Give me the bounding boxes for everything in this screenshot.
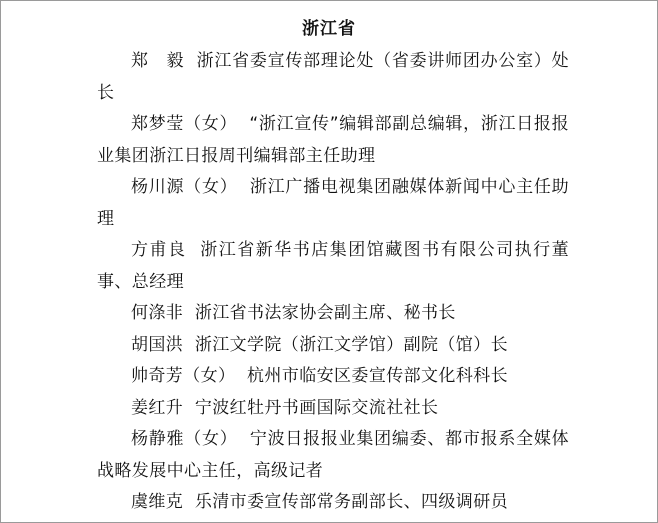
person-title: “浙江宣传”编辑部副总编辑，浙江日报报业集团浙江日报周刊编辑部主任助理 [97, 114, 570, 166]
person-title: 浙江文学院（浙江文学馆）副院（馆）长 [194, 334, 509, 355]
person-title: 浙江省新华书店集团馆藏图书有限公司执行董事、总经理 [97, 240, 570, 292]
list-item [97, 424, 569, 487]
person-title: 乐清市委宣传部常务副部长、四级调研员 [194, 492, 509, 512]
section-title: 浙江省 [302, 19, 356, 39]
person-name: 郑梦莹（女） [131, 114, 238, 134]
person-name: 杨静雅（女） [131, 429, 238, 449]
person-title: 浙江省书法家协会副主席、秘书长 [194, 303, 456, 323]
list-item [97, 393, 569, 425]
person-title: 宁波日报报业集团编委、都市报系全媒体战略发展中心主任，高级记者 [97, 429, 569, 481]
person-title: 浙江广播电视集团融媒体新闻中心主任助理 [97, 177, 569, 229]
list-item [97, 46, 569, 109]
list-item [97, 361, 569, 393]
person-name: 虞维克 [131, 492, 184, 512]
list-item [97, 172, 569, 235]
list-item [97, 298, 569, 330]
list-item [97, 487, 569, 519]
person-title: 杭州市临安区委宣传部文化科科长 [247, 366, 509, 386]
person-title: 宁波红牡丹书画国际交流社社长 [194, 397, 439, 418]
person-name: 方甫良 [131, 240, 187, 260]
person-name: 何涤非 [131, 303, 184, 323]
list-item [97, 330, 569, 362]
list-item [97, 235, 569, 298]
personnel-list [97, 46, 569, 519]
list-item [97, 109, 569, 172]
person-name: 帅奇芳（女） [131, 366, 236, 386]
person-title: 浙江省委宣传部理论处（省委讲师团办公室）处长 [97, 51, 570, 103]
person-name: 姜红升 [131, 397, 184, 418]
person-name: 杨川源（女） [131, 177, 238, 197]
person-name: 郑 毅 [131, 51, 185, 71]
person-name: 胡国洪 [131, 334, 184, 355]
